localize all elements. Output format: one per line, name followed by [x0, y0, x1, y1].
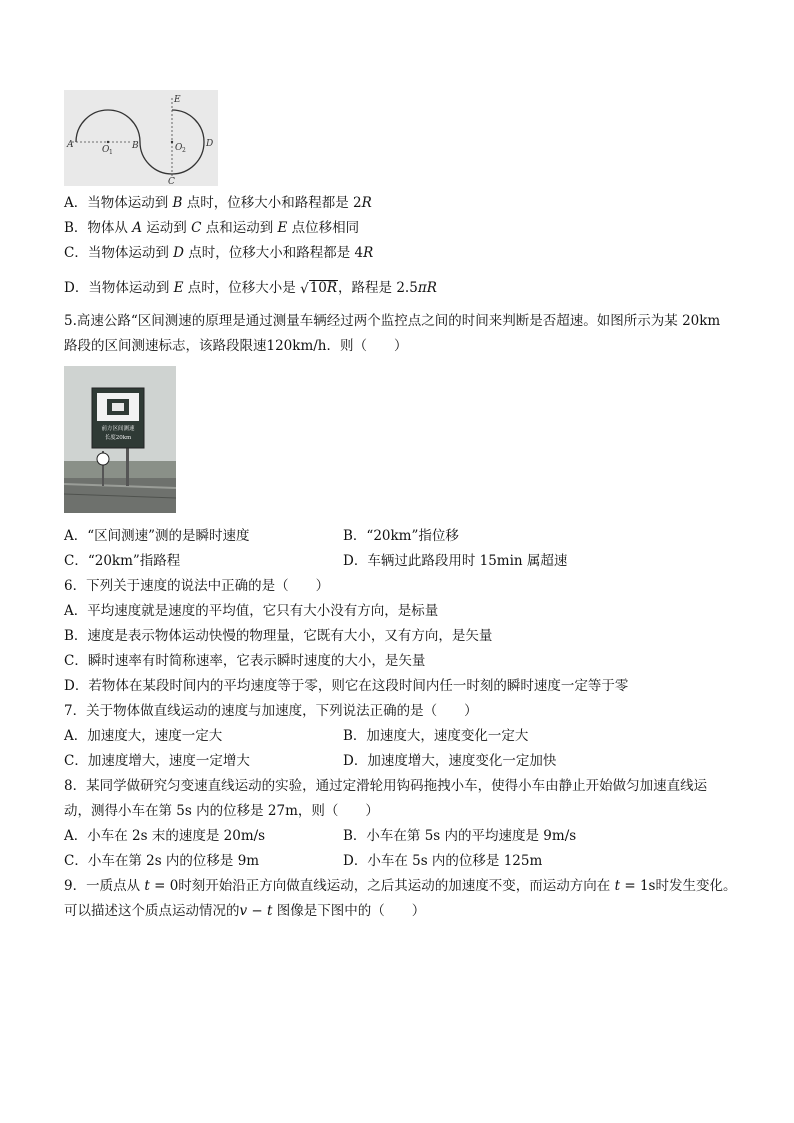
q8-option-b: B．小车在第 5s 内的平均速度是 9m/s — [343, 828, 577, 844]
q7-option-c: C．加速度增大，速度一定增大 — [64, 753, 250, 769]
q5-option-b: B．“20km”指位移 — [343, 528, 459, 544]
sign-text-line1: 前方区间测速 — [101, 426, 135, 432]
q8-stem-line2: 动，测得小车在第 5s 内的位移是 27m，则（ ） — [64, 803, 379, 819]
q8-option-a: A．小车在 2s 末的速度是 20m/s — [64, 828, 266, 844]
q5-stem-line1: 5.高速公路“区间测速的原理是通过测量车辆经过两个监控点之间的时间来判断是否超速。如图所示为某 20km — [64, 313, 721, 329]
label-e: E — [174, 95, 181, 105]
q6-option-b: B．速度是表示物体运动快慢的物理量，它既有大小，又有方向，是矢量 — [64, 628, 493, 644]
speed-zone-sign-photo — [64, 366, 176, 513]
q5-option-d: D．车辆过此路段用时 15min 属超速 — [343, 553, 568, 569]
q4-option-b: B．物体从 A 运动到 C 点和运动到 E 点位移相同 — [64, 220, 360, 236]
q8-stem-line1: 8．某同学做研究匀变速直线运动的实验，通过定滑轮用钩码拖拽小车，使得小车由静止开始做匀加速直线运 — [64, 778, 708, 794]
q6-option-d: D．若物体在某段时间内的平均速度等于零，则它在这段时间内任一时刻的瞬时速度一定等于零 — [64, 678, 629, 694]
q9-stem-line2: 可以描述这个质点运动情况的v − t 图像是下图中的（ ） — [64, 903, 426, 919]
label-d: D — [206, 139, 214, 149]
q7-option-d: D．加速度增大，速度变化一定加快 — [343, 753, 557, 769]
speed-zone-sign-illustration — [64, 366, 176, 513]
q5-option-c: C．“20km”指路程 — [64, 553, 181, 569]
semicircle-path-figure — [64, 90, 218, 186]
semicircle-path-diagram — [64, 90, 218, 186]
q4-option-d: D．当物体运动到 E 点时，位移大小是 √10R，路程是 2.5πR — [64, 280, 437, 297]
q7-option-b: B．加速度大，速度变化一定大 — [343, 728, 529, 744]
q4-option-c: C．当物体运动到 D 点时，位移大小和路程都是 4R — [64, 245, 374, 261]
q8-option-d: D．小车在 5s 内的位移是 125m — [343, 853, 543, 869]
label-a: A — [67, 140, 74, 150]
label-b: B — [132, 141, 139, 151]
q6-stem: 6．下列关于速度的说法中正确的是（ ） — [64, 578, 330, 594]
q5-option-a: A．“区间测速”测的是瞬时速度 — [64, 528, 250, 544]
label-o1: O — [102, 145, 110, 155]
q4-option-a: A．当物体运动到 B 点时，位移大小和路程都是 2R — [64, 195, 372, 211]
q9-stem-line1: 9．一质点从 t = 0时刻开始沿正方向做直线运动，之后其运动的加速度不变，而运动方向在 t = 1s时发生变化。 — [64, 878, 737, 894]
q7-option-a: A．加速度大，速度一定大 — [64, 728, 223, 744]
label-o1-sub: 1 — [109, 149, 113, 156]
label-o2: O — [175, 143, 183, 153]
q7-stem: 7．关于物体做直线运动的速度与加速度，下列说法正确的是（ ） — [64, 703, 478, 719]
sign-text-line2: 长度20km — [104, 435, 132, 441]
q5-stem-line2: 路段的区间测速标志，该路段限速120km/h．则（ ） — [64, 338, 408, 354]
q6-option-a: A．平均速度就是速度的平均值，它只有大小没有方向，是标量 — [64, 603, 439, 619]
q6-option-c: C．瞬时速率有时简称速率，它表示瞬时速度的大小，是矢量 — [64, 653, 426, 669]
label-o2-sub: 2 — [182, 147, 186, 154]
q8-option-c: C．小车在第 2s 内的位移是 9m — [64, 853, 260, 869]
label-c: C — [168, 177, 175, 186]
